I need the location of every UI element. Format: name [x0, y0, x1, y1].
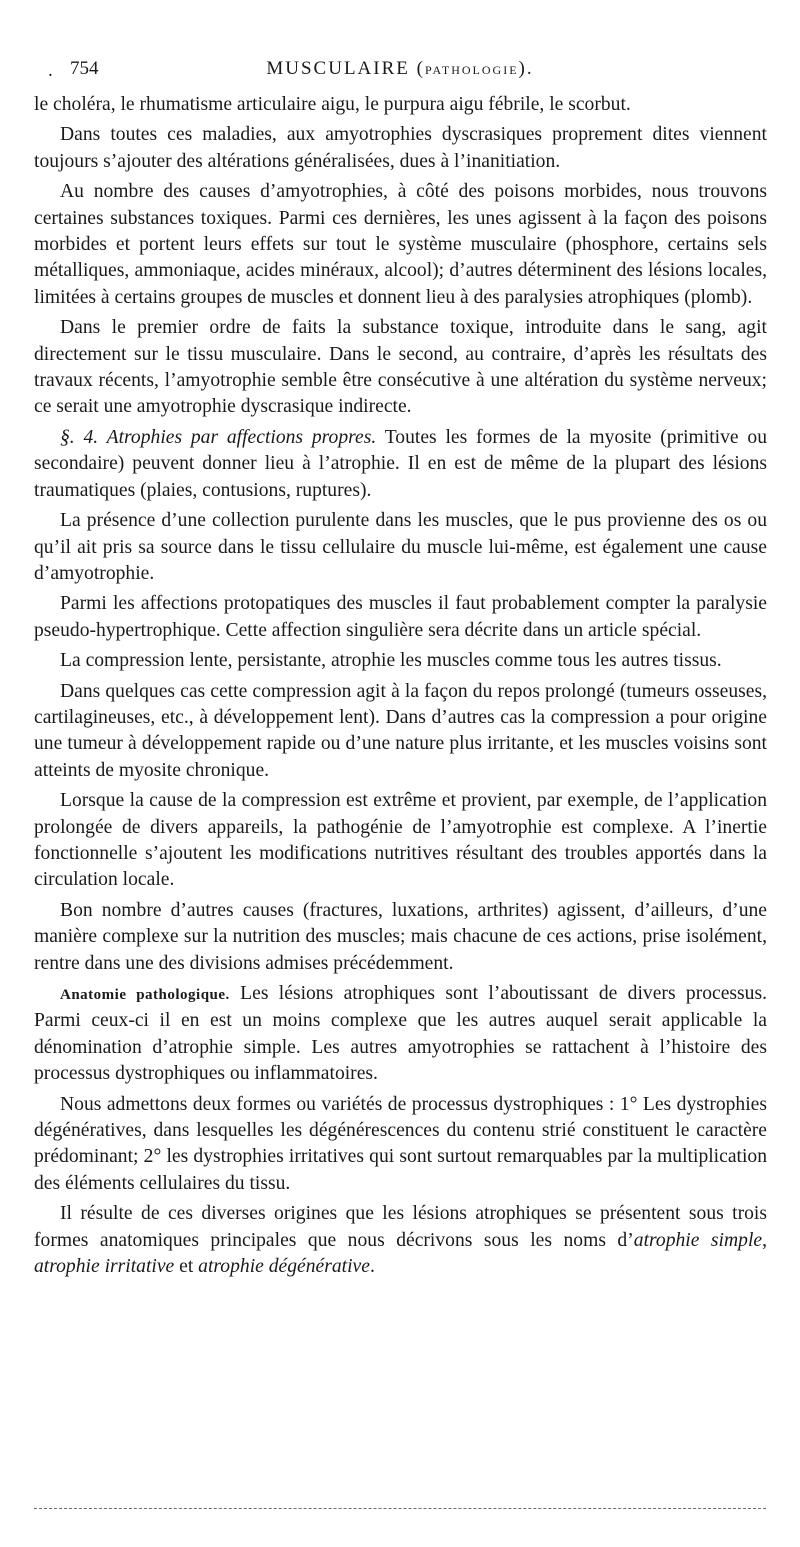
paragraph-text: Il résulte de ces diverses origines que les lésions atrophiques se présentent sous trois formes anatomiques principales que nous décrivons sous les noms d’ [34, 1203, 767, 1251]
bottom-divider [34, 1508, 766, 1509]
term: atrophie irritative [34, 1256, 175, 1278]
paragraph: le choléra, le rhumatisme articulaire aigu, le purpura aigu fébrile, le scorbut. [34, 94, 631, 115]
section-heading: §. 4. Atrophies par affections propres. [60, 426, 377, 448]
running-title-subject: PATHOLOGIE [424, 63, 519, 77]
body-text [34, 92, 767, 1284]
paragraph: Dans toutes ces maladies, aux amyotrophies dyscrasiques proprement dites viennent toujours s’ajouter des altérations généralisées, dues à l’inanitiation. [34, 124, 767, 172]
paragraph: La présence d’une collection purulente dans les muscles, que le pus provienne des os ou qu’il ait pris sa source dans le tissu cellulaire du muscle lui-même, est également une cause d’amyotrophie. [34, 510, 767, 584]
term: atrophie dégénérative [198, 1256, 370, 1278]
paragraph: La compression lente, persistante, atrophie les muscles comme tous les autres tissus. [60, 650, 722, 672]
paragraph: Parmi les affections protopatiques des muscles il faut probablement compter la paralysie pseudo-hypertrophique. Cette affection singulière sera décrite dans un article spécial. [34, 593, 767, 641]
paragraph [34, 425, 767, 504]
paragraph-text: , [762, 1229, 767, 1251]
paragraph: Au nombre des causes d’amyotrophies, à côté des poisons morbides, nous trouvons certaines substances toxiques. Parmi ces dernières, les unes agissent à la façon des poisons morbides et portent leurs effets sur tout le système musculaire (phosphore, certains sels métalliques, ammoniaque, acides minéraux, alcool); d’autres déterminent des lésions locales, limitées à certains groupes de muscles et donnent lieu à des paralysies atrophiques (plomb). [34, 181, 767, 308]
running-header [34, 58, 766, 88]
margin-mark: . [48, 60, 53, 81]
paragraph-text: . [369, 1256, 375, 1278]
paragraph-text: et [174, 1256, 199, 1278]
running-title-end: ). [518, 58, 534, 79]
section-heading: Anatomie pathologique. [60, 987, 230, 1003]
paragraph [34, 1201, 767, 1280]
paragraph: Dans quelques cas cette compression agit à la façon du repos prolongé (tumeurs osseuses, cartilagineuses, etc., à développement lent). Dans d’autres cas la compression a pour origine une tumeur à développement rapide ou d’une nature plus irritante, et les muscles voisins sont atteints de myosite chronique. [34, 680, 767, 781]
running-title-main: MUSCULAIRE ( [266, 58, 425, 79]
page-number: 754 [70, 58, 99, 79]
paragraph-text: Toutes les formes de la myosite (primitive ou secondaire) peuvent donner lieu à l’atrophie. Il en est de même de la plupart des lésions traumatiques (plaies, contusions, ruptures). [34, 426, 767, 501]
paragraph: Dans le premier ordre de faits la substance toxique, introduite dans le sang, agit directement sur le tissu musculaire. Dans le second, au contraire, d’après les résultats des travaux récents, l’amyotrophie semble être consécutive à une altération du système nerveux; ce serait une amyotrophie dyscrasique indirecte. [34, 317, 767, 418]
running-title [34, 58, 766, 80]
paragraph-text: Les lésions atrophiques sont l’aboutissant de divers processus. Parmi ceux-ci il en est un moins complexe que les autres auquel serait applicable la dénomination d’atrophie simple. Les autres amyotrophies se rattachent à l’histoire des processus dystrophiques ou inflammatoires. [34, 983, 767, 1085]
paragraph: Nous admettons deux formes ou variétés de processus dystrophiques : 1° Les dystrophies dégénératives, dans lesquelles les dégénérescences du contenu strié constituent le caractère prédominant; 2° les dystrophies irritatives qui sont surtout remarquables par la multiplication des éléments cellulaires du tissu. [34, 1093, 767, 1194]
paragraph [34, 981, 767, 1088]
paragraph: Bon nombre d’autres causes (fractures, luxations, arthrites) agissent, d’ailleurs, d’une manière complexe sur la nutrition des muscles; mais chacune de ces actions, prise isolément, rentre dans une des divisions admises précédemment. [34, 899, 767, 974]
term: atrophie simple [633, 1229, 763, 1251]
paragraph: Lorsque la cause de la compression est extrême et provient, par exemple, de l’application prolongée de divers appareils, la pathogénie de l’amyotrophie est complexe. A l’inertie fonctionnelle s’ajoutent les modifications nutritives résultant des troubles apportés dans la circulation locale. [34, 790, 767, 891]
